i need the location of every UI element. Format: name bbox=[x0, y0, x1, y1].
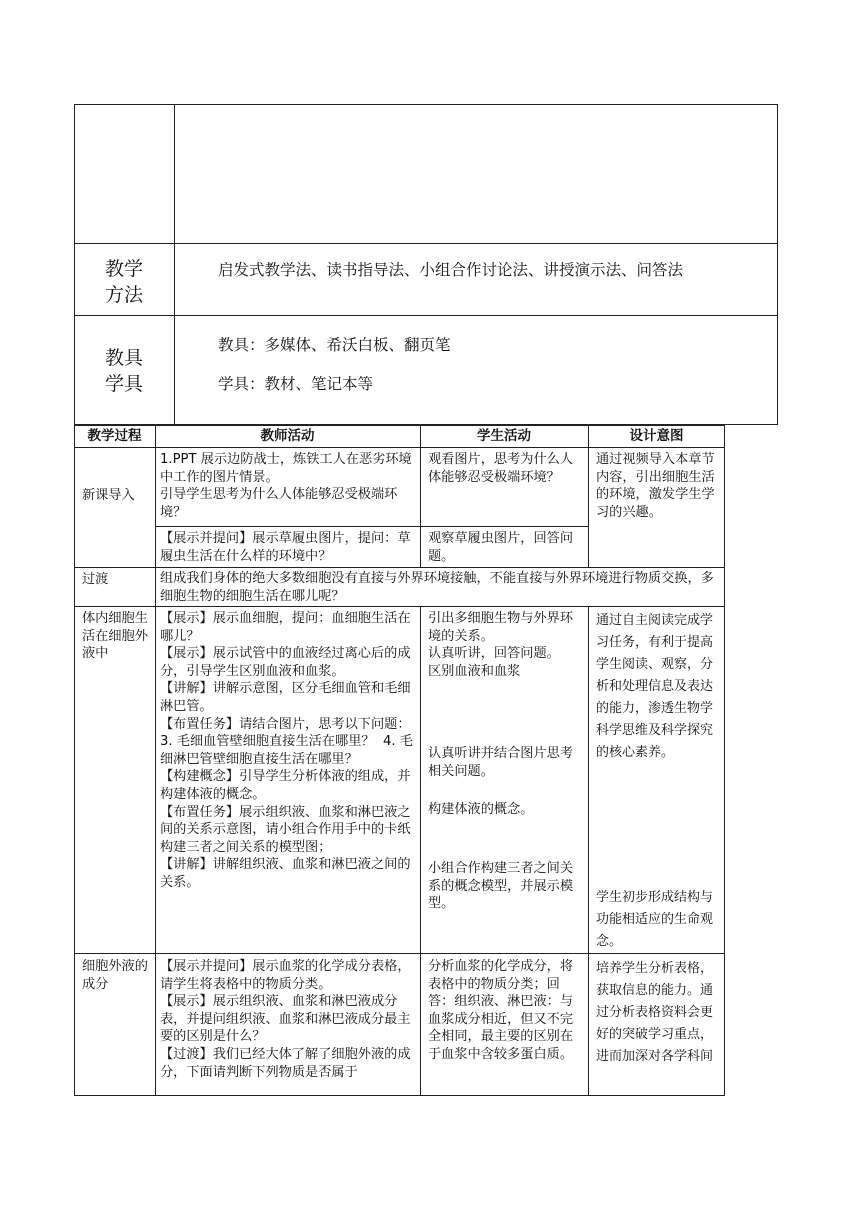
purpose-body-fluid-1: 通过自主阅读完成学习任务，有利于提高学生阅读、观察，分析和处理信息及表达的能力，渗透生物学科学思维及科学探究的核心素养。 bbox=[596, 613, 714, 760]
student-intro-1: 观看图片，思考为什么人体能够忍受极端环境？ bbox=[428, 452, 574, 485]
student-body-fluid-4: 小组合作构建三者之间关系的概念模型，并展示模型。 bbox=[428, 861, 574, 912]
purpose-body-fluid-2: 学生初步形成结构与功能相适应的生命观念。 bbox=[596, 890, 714, 949]
purpose-composition: 培养学生分析表格，获取信息的能力。通过分析表格资料会更好的突破学习重点，进而加深对各学科间 bbox=[596, 961, 714, 1064]
student-body-fluid-3: 构建体液的概念。 bbox=[428, 802, 534, 817]
student-intro-2: 观察草履虫图片，回答问题。 bbox=[428, 531, 574, 564]
student-body-fluid-1: 引出多细胞生物与外界环境的关系。 认真听讲，回答问题。 区别血液和血浆 bbox=[428, 611, 574, 679]
top-table-row-line bbox=[74, 243, 778, 244]
header-teacher: 教师活动 bbox=[260, 428, 315, 444]
col-divider bbox=[420, 606, 421, 1096]
stage-body-fluid: 体内细胞生活在细胞外液中 bbox=[82, 611, 148, 662]
tools-student: 学具：教材、笔记本等 bbox=[218, 375, 374, 393]
teacher-intro-1: 1.PPT 展示边防战士，炼铁工人在恶劣环境中工作的图片情景。 引导学生思考为什么人体能够忍受极端环境？ bbox=[160, 452, 412, 520]
row-line bbox=[155, 526, 588, 527]
top-table-divider bbox=[174, 104, 175, 425]
student-composition: 分析血浆的化学成分，将表格中的物质分类；回答：组织液、淋巴液：与血浆成分相近，但又不完全相同，最主要的区别在于血浆中含较多蛋白质。 bbox=[428, 959, 574, 1062]
transition-text: 组成我们身体的绝大多数细胞没有直接与外界环境接触，不能直接与外界环境进行物质交换，多细胞生物的细胞生活在哪儿呢？ bbox=[160, 571, 714, 604]
row-line bbox=[74, 953, 725, 954]
tools-teacher: 教具：多媒体、希沃白板、翻页笔 bbox=[218, 336, 451, 354]
col-divider bbox=[588, 606, 589, 1096]
teacher-composition: 【展示并提问】展示血浆的化学成分表格，请学生将表格中的物质分类。 【展示】展示组织液、血浆和淋巴液成分表，并提问组织液、血浆和淋巴液成分最主要的区别是什么？ 【过渡】我们已经大体了解了细胞外液的成分，下面请判断下列物质是否属于 bbox=[160, 959, 411, 1080]
student-body-fluid-2: 认真听讲并结合图片思考相关问题。 bbox=[428, 746, 574, 779]
stage-intro: 新课导入 bbox=[82, 488, 135, 503]
teacher-intro-2: 【展示并提问】展示草履虫图片，提问：草履虫生活在什么样的环境中？ bbox=[160, 531, 411, 564]
method-text: 启发式教学法、读书指导法、小组合作讨论法、讲授演示法、问答法 bbox=[218, 261, 684, 279]
tools-label: 教具 学具 bbox=[104, 347, 143, 395]
teacher-body-fluid: 【展示】展示血细胞，提问：血细胞生活在哪儿？ 【展示】展示试管中的血液经过离心后的成分，引导学生区别血液和血浆。 【讲解】讲解示意图，区分毛细血管和毛细淋巴管。 【布置任务】请结合图片，思考以下问题：3. 毛细血管壁细胞直接生活在哪里？ 4. 毛细淋巴管壁细胞直接生活在哪里？ 【构建概念】引导学生分析体液的组成，并构建体液的概念。 【布置任务】展示组织液、血浆和淋巴液之间的关系示意图，请小组合作用手中的卡纸构建三者之间关系的模型图； 【讲解】讲解组织液、血浆和淋巴液之间的关系。 bbox=[160, 611, 413, 890]
row-line bbox=[74, 606, 725, 607]
row-line bbox=[74, 567, 725, 568]
stage-composition: 细胞外液的成分 bbox=[82, 959, 148, 992]
header-stage: 教学过程 bbox=[87, 428, 142, 444]
method-label: 教学 方法 bbox=[104, 258, 143, 306]
row-line bbox=[74, 447, 725, 448]
purpose-intro: 通过视频导入本章节内容，引出细胞生活的环境，激发学生学习的兴趣。 bbox=[596, 452, 715, 520]
header-purpose: 设计意图 bbox=[629, 428, 684, 444]
top-table-row-line bbox=[74, 315, 778, 316]
stage-transition: 过渡 bbox=[82, 572, 109, 587]
header-student: 学生活动 bbox=[477, 428, 531, 444]
